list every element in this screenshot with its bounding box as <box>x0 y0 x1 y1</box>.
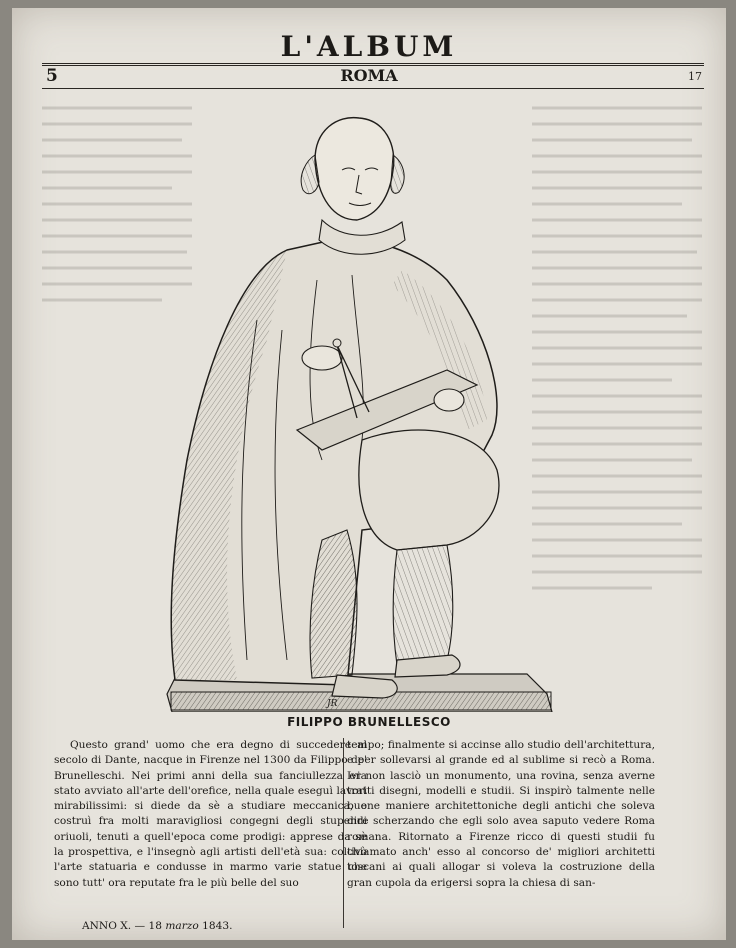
article-column-right <box>347 738 655 891</box>
illustration-caption: FILIPPO BRUNELLESCO <box>287 715 451 729</box>
column-divider <box>343 738 344 928</box>
page-number: 17 <box>688 70 702 83</box>
statue-figure <box>171 239 499 698</box>
section-title: ROMA <box>340 66 398 85</box>
statue-engraving <box>147 100 567 712</box>
issue-month: marzo <box>165 920 199 932</box>
issue-date-line <box>82 920 232 932</box>
issue-volume-day: ANNO X. — 18 <box>82 920 162 932</box>
newspaper-page <box>12 8 726 940</box>
header-rule <box>42 88 704 89</box>
header-rule <box>42 63 704 64</box>
masthead: L'ALBUM <box>280 30 458 63</box>
issue-year: 1843. <box>202 920 233 932</box>
statue-head <box>301 118 405 255</box>
article-column-left <box>54 738 367 891</box>
issue-number: 5 <box>46 66 58 86</box>
engraver-monogram: JR <box>327 699 338 709</box>
article-paragraph-continued: tempo; finalmente si accinse allo studio dell'architettura, e per sollevarsi al grande ed al sublime si recò a Roma. Ivi non lasciò un monumento, una rovina, senza averne tratti disegni, modelli e studii. Si inspirò talmente nelle buone maniere architettoniche degli antichi che soleva dire scherzando che egli solo avea saputo vedere Roma romana. Ritornato a Firenze ricco di questi studii fu chiamato anch' esso al concorso de' migliori architetti toscani ai quali allogar si voleva la costruzione della gran cupola da erigersi sopra la chiesa di san- <box>347 739 655 889</box>
article-paragraph: Questo grand' uomo che era degno di succedere al secolo di Dante, nacque in Firenze nel 1300 da Filippo de' Brunelleschi. Nei primi anni della sua fanciullezza era stato avviato all'arte dell'orefice, nella quale eseguì lavori mirabilissimi: si diede da sè a studiare meccanica, e costruì fra molti maravigliosi congegni degli stupendi oriuoli, tenuti a quell'epoca come prodigi: apprese da sè la prospettiva, e l'insegnò agli artisti dell'età sua: coltivò l'arte statuaria e condusse in marmo varie statue che sono tutt' ora reputate fra le più belle del suo <box>54 739 368 889</box>
